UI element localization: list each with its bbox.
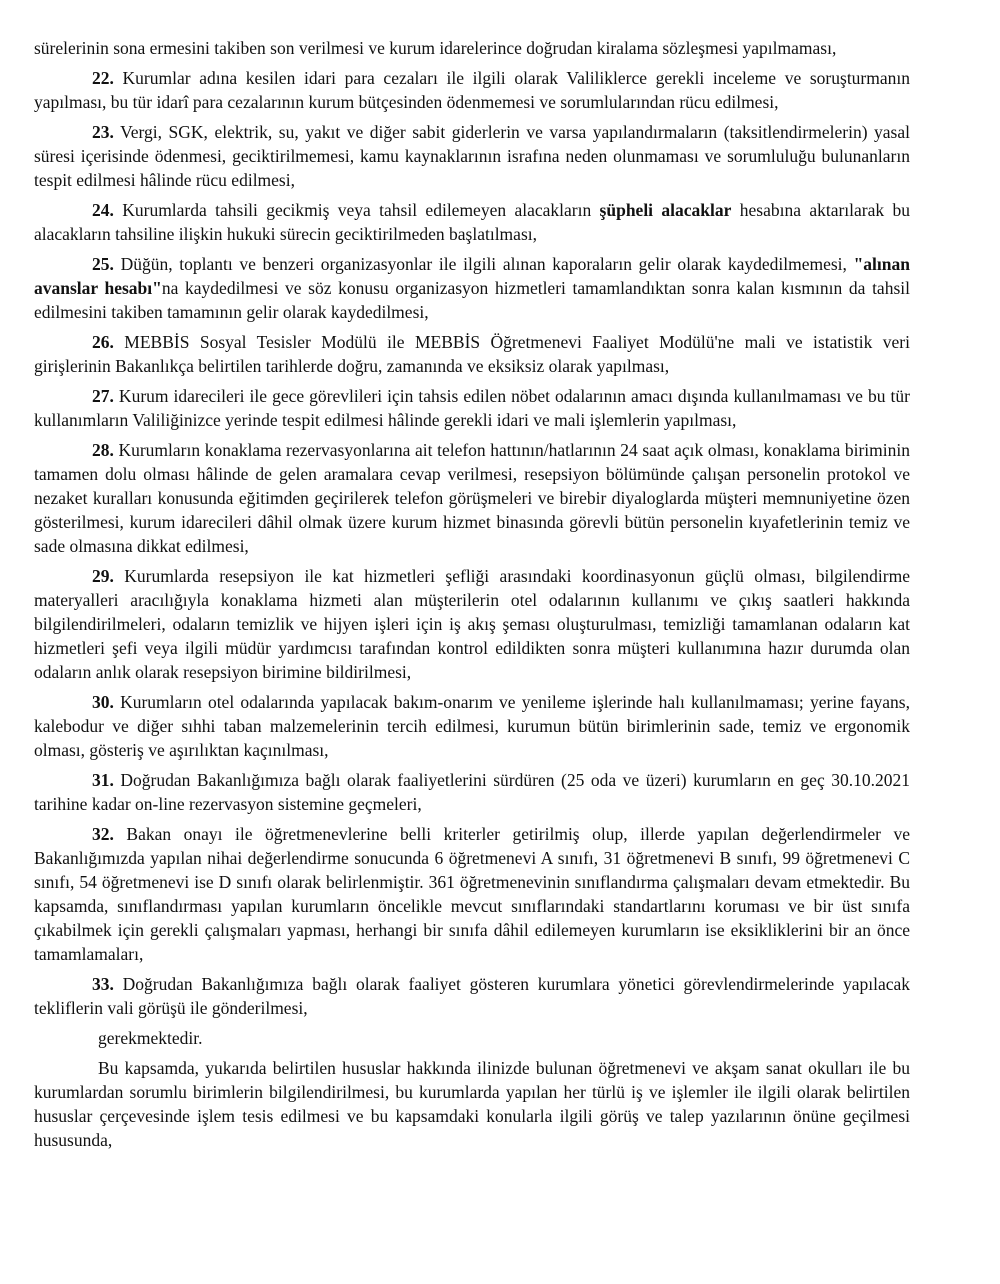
item-33 <box>34 972 910 1020</box>
item-number: 24. <box>92 200 114 220</box>
item-text: Kurumlarda tahsili gecikmiş veya tahsil edilemeyen alacakların <box>113 200 600 220</box>
item-text: Vergi, SGK, elektrik, su, yakıt ve diğer sabit giderlerin ve varsa yapılandırmaların (taksitlendirmelerin) yasal süresi içerisinde ödenmesi, geciktirilmemesi, kamu kaynaklarının israfına neden olunmaması ve sorumluluğu bulunanların tespit edilmesi hâlinde rücu edilmesi, <box>34 122 910 190</box>
item-23 <box>34 120 910 192</box>
item-26 <box>34 330 910 378</box>
item-text: Kurum idarecileri ile gece görevlileri için tahsis edilen nöbet odalarının amacı dışında kullanılmaması ve bu tür kullanımların Valiliğinizce yerinde tespit edilmesi hâlinde gerekli idari ve mali işlemlerin yapılması, <box>34 386 910 430</box>
item-text: na kaydedilmesi ve söz konusu organizasyon hizmetleri tamamlandıktan sonra kalan kısmının da tahsil edilmesini takiben tamamının gelir olarak kaydedilmesi, <box>34 278 910 322</box>
item-text: hesabına aktarılarak bu alacakların tahsiline ilişkin hukuki sürecin geciktirilmeden başlatılması, <box>34 200 910 244</box>
item-text: Kurumların konaklama rezervasyonlarına ait telefon hattının/hatlarının 24 saat açık olması, konaklama biriminin tamamen dolu olması hâlinde de gelen aramalara cevap verilmesi, resepsiyon bölümünde çalışan personelin protokol ve nezaket kuralları konusunda eğitimden geçirilerek telefon görüşmeleri ve birebir diyaloglarda müşteri memnuniyetine özen gösterilmesi, kurum idarecileri dâhil olmak üzere kurum hizmet binasında görevli bütün personelin kıyafetlerinin temiz ve sade olmasına dikkat edilmesi, <box>34 440 910 556</box>
item-bold-term: "alınan avanslar hesabı" <box>34 254 910 298</box>
item-number: 25. <box>92 254 114 274</box>
item-number: 31. <box>92 770 114 790</box>
item-25 <box>34 252 910 324</box>
item-number: 32. <box>92 824 114 844</box>
item-28 <box>34 438 910 558</box>
item-text: Doğrudan Bakanlığımıza bağlı olarak faaliyet gösteren kurumlara yönetici görevlendirmelerinde yapılacak tekliflerin vali görüşü ile gönderilmesi, <box>34 974 910 1018</box>
item-text: Bakan onayı ile öğretmenevlerine belli kriterler getirilmiş olup, illerde yapılan değerlendirmeler ve Bakanlığımızda yapılan nihai değerlendirme sonucunda 6 öğretmenevi A sınıfı, 31 öğretmenevi B sınıfı, 99 öğretmenevi C sınıfı, 54 öğretmenevi ise D sınıfı olarak belirlenmiştir. 361 öğretmenevinin sınıflandırma çalışmaları devam etmektedir. Bu kapsamda, sınıflandırması yapılan kurumların öncelikle mevcut sınıflarındaki standartlarını koruması ve bir üst sınıfa çıkabilmek için gerekli çalışmaları yapması, herhangi bir sınıfa dâhil edilemeyen kurumların ise eksikliklerini bir an önce tamamlamaları, <box>34 824 910 964</box>
item-text: Kurumlarda resepsiyon ile kat hizmetleri şefliği arasındaki koordinasyonun güçlü olması, bilgilendirme materyalleri aracılığıyla konaklama hizmeti alan müşterilerin otel odalarının kullanımı ve çıkış saatleri hakkında bilgilendirilmeleri, odaların temizlik ve hijyen işleri için iş akış şeması oluşturulması, temizliği tamamlanan odaların kat hizmetleri şefi veya ilgili müdür yardımcısı tarafından kontrol edildikten sonra müşteri kullanımına hazır durumda olan odaların anlık olarak resepsiyon birimine bildirilmesi, <box>34 566 910 682</box>
item-29 <box>34 564 910 684</box>
item-text: MEBBİS Sosyal Tesisler Modülü ile MEBBİS Öğretmenevi Faaliyet Modülü'ne mali ve istatistik veri girişlerinin Bakanlıkça belirtilen tarihlerde doğru, zamanında ve eksiksiz olarak yapılması, <box>34 332 910 376</box>
item-text: Düğün, toplantı ve benzeri organizasyonlar ile ilgili alınan kaporaların gelir olarak kaydedilmemesi, <box>113 254 854 274</box>
item-number: 27. <box>92 386 114 406</box>
item-number: 30. <box>92 692 114 712</box>
item-number: 22. <box>92 68 114 88</box>
item-number: 33. <box>92 974 114 994</box>
item-32 <box>34 822 910 966</box>
item-27 <box>34 384 910 432</box>
item-number: 29. <box>92 566 114 586</box>
item-bold-term: şüpheli alacaklar <box>599 200 732 220</box>
item-text: Doğrudan Bakanlığımıza bağlı olarak faaliyetlerini sürdüren (25 oda ve üzeri) kurumların en geç 30.10.2021 tarihine kadar on-line rezervasyon sistemine geçmeleri, <box>34 770 910 814</box>
item-30 <box>34 690 910 762</box>
item-number: 28. <box>92 440 114 460</box>
item-text: Kurumların otel odalarında yapılacak bakım-onarım ve yenileme işlerinde halı kullanılmaması; yerine fayans, kalebodur ve diğer sıhhi taban malzemelerinin tercih edilmesi, kurumun bütün birimlerinin sade, temiz ve ergonomik olması, gösteriş ve aşırılıktan kaçınılması, <box>34 692 910 760</box>
item-number: 26. <box>92 332 114 352</box>
gerekmektedir-line: gerekmektedir. <box>98 1028 203 1048</box>
continuation-paragraph: sürelerinin sona ermesini takiben son verilmesi ve kurum idarelerince doğrudan kiralama sözleşmesi yapılmaması, <box>34 38 837 58</box>
item-24 <box>34 198 910 246</box>
item-31 <box>34 768 910 816</box>
item-number: 23. <box>92 122 114 142</box>
item-22 <box>34 66 910 114</box>
closing-paragraph: Bu kapsamda, yukarıda belirtilen hususlar hakkında ilinizde bulunan öğretmenevi ve akşam sanat okulları ile bu kurumlardan sorumlu birimlerin bilgilendirilmesi, bu kurumlarda yapılan her türlü iş ve işlemler ile ilgili olarak belirtilen hususlar çerçevesinde işlem tesis edilmesi ve bu kapsamdaki konularla ilgili görüş ve talep yazılarının önüne geçilmesi hususunda, <box>34 1058 910 1150</box>
item-text: Kurumlar adına kesilen idari para cezaları ile ilgili olarak Valiliklerce gerekli inceleme ve soruşturmanın yapılması, bu tür idarî para cezalarının kurum bütçesinden ödenmemesi ve sorumlularından rücu edilmesi, <box>34 68 910 112</box>
